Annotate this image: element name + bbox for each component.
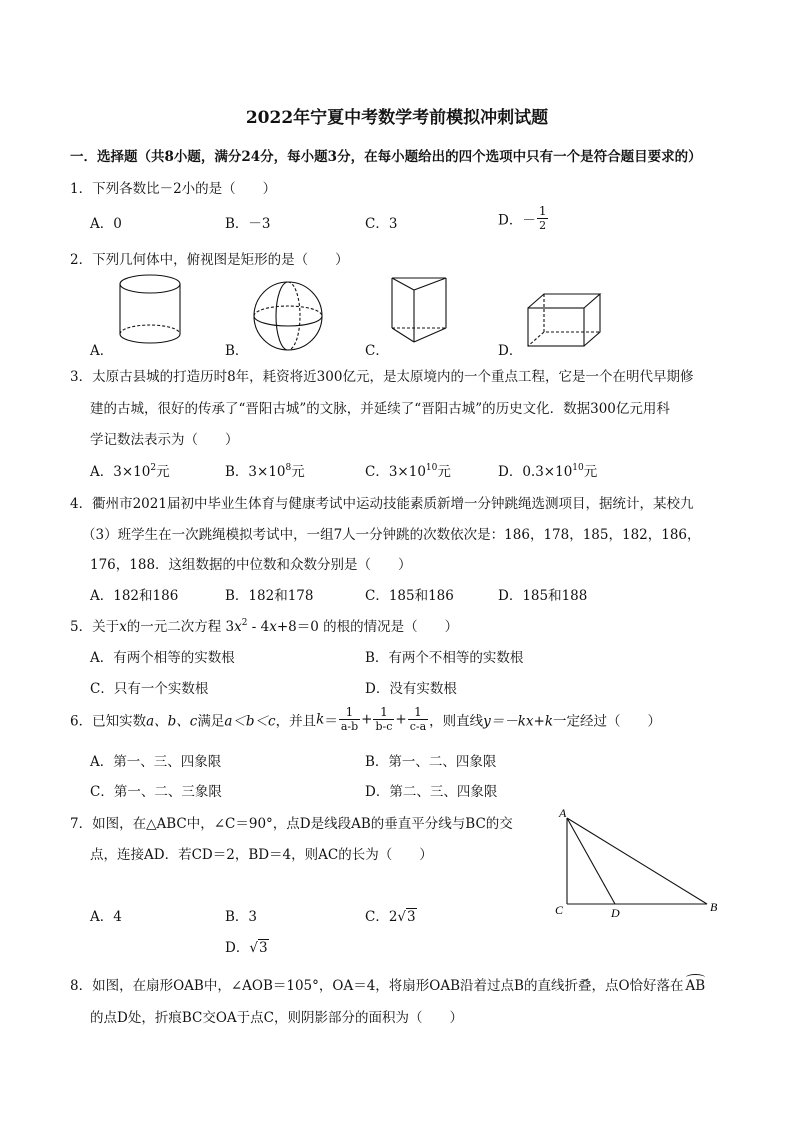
q3-option-c: C．$3\times 10^{10}$元 (365, 463, 451, 480)
q3-option-a: A．$3\times 10^2$元 (90, 463, 170, 480)
q5-option-b: B．有两个不相等的实数根 (365, 650, 524, 666)
q6-option-c: C．第一、二、三象限 (90, 784, 222, 800)
q2-option-b: B． (225, 343, 249, 359)
q5-option-c: C．只有一个实数根 (90, 681, 209, 697)
q6-option-a: A．第一、三、四象限 (90, 754, 222, 770)
q5-option-a: A．有两个相等的实数根 (90, 650, 235, 666)
q2-option-c: C． (365, 343, 389, 359)
question-3-line2: 建的古城，很好的传承了“晋阳古城”的文脉，并延续了“晋阳古城”的历史文化．数据300亿元用科 (90, 401, 670, 417)
question-7-line1: 7．如图，在△ABC中，∠C＝90°，点D是线段AB的垂直平分线与BC的交 (70, 816, 513, 832)
triangle-abc-figure (555, 808, 725, 920)
question-5-stem: 5．关于x的一元二次方程 $3x^2 - 4x+8=0$ 的根的情况是（ ） (70, 618, 459, 635)
q7-option-b: B．3 (225, 909, 258, 925)
q4-option-b: B．182和178 (225, 588, 314, 604)
cuboid-figure (526, 292, 602, 348)
page-title: 2022年宁夏中考数学考前模拟冲刺试题 (245, 108, 549, 128)
q6-option-d: D．第二、三、四象限 (365, 784, 498, 800)
question-4-line3: 176，188．这组数据的中位数和众数分别是（ ） (90, 557, 412, 573)
label-a: A (559, 806, 567, 820)
q1-option-d: D．－ $\frac{1}{2}$ (498, 204, 547, 232)
q3-option-d: D．$0.3\times 10^{10}$元 (498, 463, 598, 480)
question-3-line1: 3．太原古县城的打造历时8年，耗资将近300亿元，是太原境内的一个重点工程，它是一个在明代早期修 (70, 369, 694, 385)
label-c: C (555, 903, 564, 917)
label-d: D (611, 906, 620, 920)
q2-option-a: A． (90, 343, 114, 359)
question-8-line1: 8．如图，在扇形OAB中，∠AOB＝105°，OA＝4，将扇形OAB沿着过点B的直线折叠，点O恰好落在 AB (70, 974, 705, 994)
q7-option-a: A．4 (90, 909, 122, 925)
q4-option-d: D．185和188 (498, 588, 588, 604)
q7-option-c: C．2√3 (365, 909, 416, 925)
sphere-figure (252, 280, 324, 352)
section-heading: 一．选择题（共8小题，满分24分，每小题3分，在每小题给出的四个选项中只有一个是符合题目要求的） (70, 149, 702, 165)
q3-option-b: B．$3\times 10^8$元 (225, 463, 305, 480)
triangular-prism-figure (390, 276, 450, 346)
question-2-stem: 2．下列几何体中，俯视图是矩形的是（ ） (70, 252, 349, 268)
question-7-line2: 点，连接AD．若CD＝2，BD＝4，则AC的长为（ ） (90, 847, 433, 863)
q1-option-c: C．3 (365, 216, 398, 232)
q2-option-d: D． (498, 343, 523, 359)
q6-option-b: B．第一、二、四象限 (365, 754, 497, 770)
q4-option-c: C．185和186 (365, 588, 454, 604)
q1-option-a: A．0 (90, 216, 122, 232)
q7-option-d: D．√3 (225, 940, 268, 956)
cylinder-figure (118, 274, 182, 346)
question-4-line2: （3）班学生在一次跳绳模拟考试中，一组7人一分钟跳的次数依次是：186，178，185，182，186， (82, 527, 701, 543)
q5-option-d: D．没有实数根 (365, 681, 457, 697)
q4-option-a: A．182和186 (90, 588, 179, 604)
question-4-line1: 4．衢州市2021届初中毕业生体育与健康考试中运动技能素质新增一分钟跳绳选测项目，据统计，某校九 (70, 496, 694, 512)
question-3-line3: 学记数法表示为（ ） (90, 432, 239, 448)
label-b: B (710, 900, 718, 914)
question-8-line2: 的点D处，折痕BC交OA于点C，则阴影部分的面积为（ ） (90, 1010, 463, 1026)
question-6-stem: 6．已知实数a、b、c满足a＜b＜c，并且k＝ $\frac{1}{a-b}$ + $\frac{1}{b-c}$ + $\frac{1}{c-a}$ ，则直线y＝－kx+k一定经过（ ） (70, 705, 662, 733)
q1-option-b: B．－3 (225, 216, 271, 232)
question-1-stem: 1．下列各数比－2小的是（ ） (70, 181, 277, 197)
